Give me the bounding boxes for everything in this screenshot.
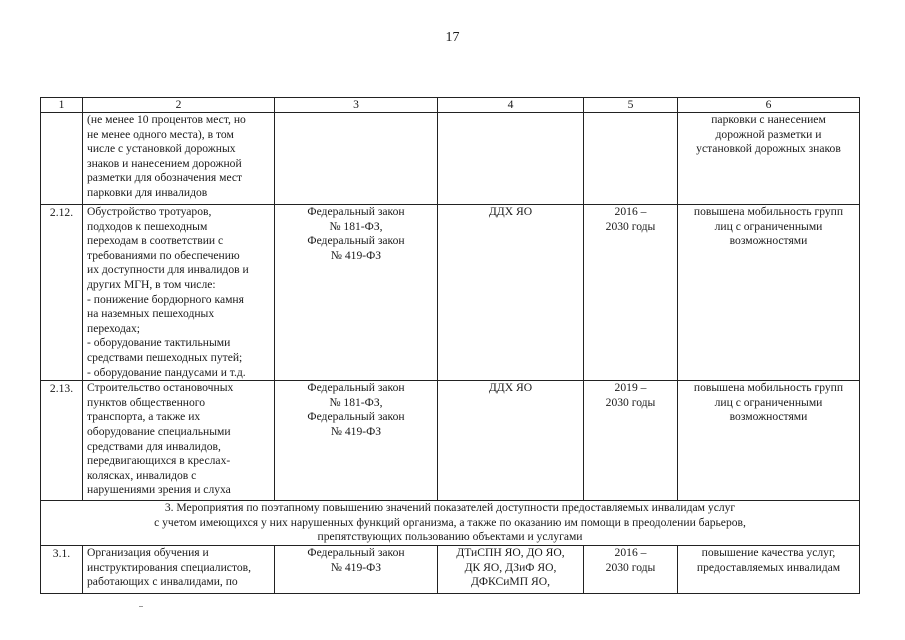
- table-row: [41, 113, 860, 205]
- expected-result: повышена мобильность групп лиц с ограниченными возможностями: [693, 381, 844, 424]
- expected-result: парковки с нанесением дорожной разметки и установкой дорожных знаков: [696, 113, 841, 156]
- row-number: [41, 113, 83, 205]
- legal-basis: Федеральный закон № 419-ФЗ: [307, 545, 405, 574]
- table-row: [41, 381, 860, 501]
- table-row: [41, 545, 860, 593]
- executor: ДДХ ЯО: [488, 381, 533, 395]
- header-cell-4: 4: [438, 98, 584, 113]
- measure-name: Организация обучения и инструктирования специалистов, работающих с инвалидами, по: [87, 545, 252, 589]
- term: 2019 – 2030 годы: [605, 381, 656, 409]
- row-number: 2.13.: [41, 381, 83, 501]
- executor: ДДХ ЯО: [488, 205, 533, 218]
- legal-basis: Федеральный закон № 181-ФЗ, Федеральный закон № 419-ФЗ: [307, 205, 405, 262]
- section-heading-row: [41, 501, 860, 546]
- measure-name: Обустройство тротуаров, подходов к пешеходным переходам в соответствии с требованиями по обеспечению их доступности для инвалидов и других МГН, в том числе: - понижение бордюрного камня на наземных пешеходных переходах; - оборудование тактильными средствами пешеходных путей; - оборудование пандусами и т.д.: [87, 205, 249, 379]
- legal-basis: Федеральный закон № 181-ФЗ, Федеральный закон № 419-ФЗ: [307, 381, 405, 438]
- header-cell-2: 2: [83, 98, 275, 113]
- table-row: [41, 205, 860, 381]
- row-number: 3.1.: [41, 545, 83, 593]
- term: 2016 – 2030 годы: [605, 205, 656, 233]
- measure-name: (не менее 10 процентов мест, но не менее одного места), в том числе с установкой дорожных знаков и нанесением дорожной разметки для обозначения мест парковки для инвалидов: [87, 113, 246, 199]
- term: 2016 – 2030 годы: [605, 545, 656, 574]
- measure-name: Строительство остановочных пунктов общественного транспорта, а также их оборудование специальными средствами для инвалидов, передвигающихся в креслах- колясках, инвалидов с нарушениями зрения и слуха: [87, 381, 234, 497]
- expected-result: повышение качества услуг, предоставляемых инвалидам: [696, 545, 841, 574]
- expected-result: повышена мобильность групп лиц с ограниченными возможностями: [693, 205, 844, 248]
- scan-mark: [139, 606, 143, 607]
- row-number: 2.12.: [41, 205, 83, 381]
- page-number: 17: [445, 30, 460, 45]
- header-cell-1: 1: [41, 98, 83, 113]
- header-cell-5: 5: [584, 98, 678, 113]
- section-heading: 3. Мероприятия по поэтапному повышению значений показателей доступности предоставляемых инвалидам услуг с учетом имеющихся у них нарушенных функций организма, а также по оказанию им помощи в преодолении барьеров, препятствующих пользованию объектами и услугами: [154, 501, 746, 544]
- executor: ДТиСПН ЯО, ДО ЯО, ДК ЯО, ДЗиФ ЯО, ДФКСиМП ЯО,: [456, 545, 565, 589]
- table-header-row: [41, 98, 860, 113]
- header-cell-6: 6: [678, 98, 860, 113]
- measures-table: [40, 97, 860, 594]
- header-cell-3: 3: [275, 98, 438, 113]
